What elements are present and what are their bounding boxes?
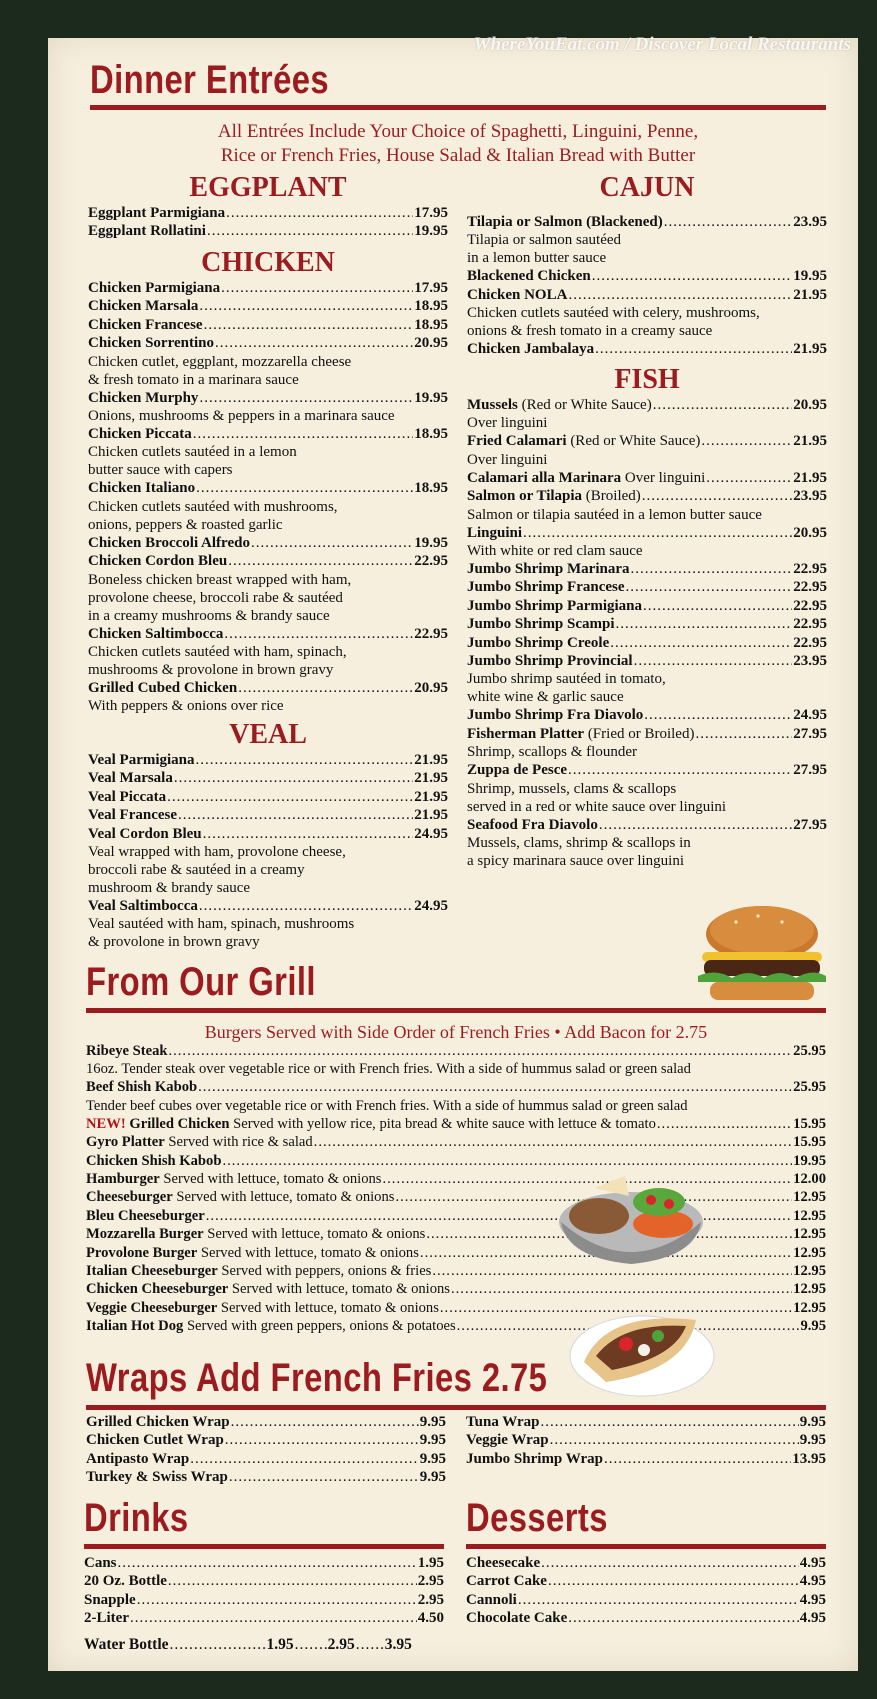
- item-name: Chicken Cordon Bleu: [88, 553, 228, 570]
- item-description: Chicken cutlets sautéed with ham, spinach,: [88, 644, 347, 661]
- item-price: 27.95: [793, 762, 827, 779]
- item-name: Cans: [84, 1555, 117, 1571]
- chicken-list: [88, 279, 448, 715]
- item-description: Over linguini: [467, 415, 548, 432]
- veal-heading: VEAL: [229, 719, 307, 750]
- item-name: Chicken Shish Kabob: [86, 1152, 222, 1169]
- item-note: (Red or White Sauce): [517, 397, 652, 413]
- menu-item-cheesecake: [466, 1554, 826, 1572]
- item-price: 20.95: [793, 397, 827, 413]
- item-name: Antipasto Wrap: [86, 1450, 190, 1467]
- item-note: Served with lettuce, tomato & onions: [203, 1226, 426, 1243]
- menu-item-chicken-cheeseburger: [86, 1280, 826, 1298]
- item-name: Chicken Murphy: [88, 389, 199, 406]
- menu-item-chicken-sorrentino: [88, 334, 448, 352]
- item-price: 27.95: [793, 816, 827, 833]
- item-price: 20.95: [793, 524, 827, 541]
- item-price: 22.95: [793, 597, 827, 614]
- menu-item-grilled-cubed-chicken: [88, 679, 448, 697]
- item-price: 13.95: [792, 1450, 826, 1467]
- item-description: served in a red or white sauce over linguini: [467, 798, 727, 815]
- entrees-note-line1: All Entrées Include Your Choice of Spaghetti, Linguini, Penne,: [217, 121, 699, 142]
- menu-item-chicken-saltimbocca: [88, 625, 448, 643]
- item-name: Jumbo Shrimp Marinara: [467, 561, 630, 578]
- item-price: 22.95: [414, 625, 448, 642]
- item-price: 18.95: [414, 316, 448, 333]
- item-price: 19.95: [414, 223, 448, 240]
- item-name: Turkey & Swiss Wrap: [86, 1469, 228, 1486]
- item-price: 22.95: [793, 634, 827, 651]
- menu-item-blackened-chicken: [467, 267, 827, 285]
- item-note: Served with lettuce, tomato & onions: [217, 1299, 439, 1316]
- item-name: Chicken Piccata: [88, 426, 192, 443]
- menu-item-eggplant-parmigiana: [88, 204, 448, 222]
- item-name: Italian Hot Dog: [86, 1318, 184, 1335]
- water-bottle-row: [84, 1636, 444, 1654]
- item-note: Served with lettuce, tomato & onions: [228, 1281, 450, 1298]
- menu-item-mussels: [467, 396, 827, 414]
- desserts-list: [466, 1554, 826, 1628]
- item-price: 18.95: [414, 426, 448, 443]
- grill-title: From Our Grill: [86, 960, 316, 1004]
- menu-item-jumbo-shrimp-francese: [467, 578, 827, 596]
- item-description: Chicken cutlet, eggplant, mozzarella cheese: [88, 353, 352, 370]
- item-price: 2.95: [417, 1591, 444, 1608]
- menu-item-veal-cordon-bleu: [88, 825, 448, 843]
- item-name: Cheesecake: [466, 1555, 541, 1571]
- item-description: & provolone in brown gravy: [88, 934, 260, 951]
- item-price: 4.50: [417, 1610, 444, 1627]
- item-description: Chicken cutlets sautéed with mushrooms,: [88, 498, 338, 515]
- item-price: 4.95: [799, 1555, 826, 1571]
- item-price: 22.95: [414, 553, 448, 570]
- item-name: Beef Shish Kabob: [86, 1079, 198, 1096]
- item-name: Bleu Cheeseburger: [86, 1207, 205, 1224]
- item-note: Served with rice & salad: [164, 1134, 313, 1151]
- item-name: Chicken Parmigiana: [88, 280, 221, 296]
- water-bottle-price-1: 1.95: [266, 1636, 294, 1653]
- item-name: 20 Oz. Bottle: [84, 1573, 167, 1590]
- menu-item-eggplant-rollatini: [88, 222, 448, 240]
- item-note: Over linguini: [621, 469, 706, 486]
- item-price: 9.95: [419, 1414, 446, 1430]
- menu-item-snapple: [84, 1591, 444, 1609]
- menu-item-tilapia-or-salmon-blackened: [467, 213, 827, 231]
- menu-item-provolone-burger: [86, 1244, 826, 1262]
- item-note: Served with lettuce, tomato & onions: [172, 1189, 395, 1206]
- item-name: Eggplant Rollatini: [88, 223, 206, 240]
- menu-item-chocolate-cake: [466, 1609, 826, 1627]
- item-price: 4.95: [799, 1591, 826, 1608]
- item-name: Italian Cheeseburger: [86, 1263, 218, 1280]
- item-name: Linguini: [467, 524, 523, 541]
- grill-note: Burgers Served with Side Order of French Fries • Add Bacon for 2.75: [204, 1022, 708, 1042]
- menu-item-salmon-or-tilapia: [467, 487, 827, 505]
- item-description: onions & fresh tomato in a creamy sauce: [467, 323, 713, 340]
- item-name: Veal Saltimbocca: [88, 898, 198, 915]
- menu-item-cans: [84, 1554, 444, 1572]
- menu-item-2-liter: [84, 1609, 444, 1627]
- water-bottle-name: Water Bottle: [84, 1636, 169, 1653]
- item-price: 25.95: [793, 1043, 826, 1059]
- item-price: 9.95: [419, 1469, 446, 1486]
- menu-item-tuna-wrap: [466, 1413, 826, 1431]
- item-price: 19.95: [414, 389, 448, 406]
- item-price: 18.95: [414, 298, 448, 315]
- item-description: With white or red clam sauce: [467, 543, 643, 560]
- item-price: 15.95: [793, 1134, 826, 1151]
- item-price: 23.95: [793, 488, 827, 505]
- veal-list: [88, 751, 448, 951]
- item-description: Onions, mushrooms & peppers in a marinara sauce: [88, 408, 395, 425]
- item-name: Tilapia or Salmon (Blackened): [467, 214, 663, 230]
- item-description: in a creamy mushrooms & brandy sauce: [88, 607, 330, 624]
- item-price: 21.95: [414, 807, 448, 824]
- item-description: Veal sautéed with ham, spinach, mushrooms: [88, 916, 355, 933]
- item-name: Chicken Francese: [88, 316, 203, 333]
- menu-item-italian-cheeseburger: [86, 1262, 826, 1280]
- menu-item-veal-marsala: [88, 769, 448, 787]
- item-name: Jumbo Shrimp Creole: [467, 634, 610, 651]
- item-name: Zuppa de Pesce: [467, 762, 568, 779]
- item-description: Veal wrapped with ham, provolone cheese,: [88, 844, 346, 861]
- item-price: 12.95: [793, 1244, 826, 1261]
- menu-item-grilled-chicken-wrap: [86, 1413, 446, 1431]
- item-description: Mussels, clams, shrimp & scallops in: [467, 835, 691, 852]
- item-name: Veal Francese: [88, 807, 178, 824]
- item-price: 12.95: [793, 1281, 826, 1298]
- item-name: Chicken NOLA: [467, 286, 568, 303]
- wraps-rule: [86, 1405, 826, 1410]
- item-note: Served with green peppers, onions & potatoes: [183, 1318, 456, 1335]
- menu-item-chicken-nola: [467, 286, 827, 304]
- burger-image: [696, 904, 828, 1008]
- item-name: Veggie Cheeseburger: [86, 1299, 218, 1316]
- item-name: 2-Liter: [84, 1610, 129, 1627]
- item-note: (Red or White Sauce): [566, 433, 701, 450]
- item-name: Veal Cordon Bleu: [88, 825, 202, 842]
- watermark: WhereYouEat.com / Discover Local Restaurants: [473, 34, 851, 55]
- menu-item-jumbo-shrimp-parmigiana: [467, 597, 827, 615]
- item-description: 16oz. Tender steak over vegetable rice or with French fries. With a side of hummus salad or green salad: [86, 1061, 691, 1078]
- menu-item-zuppa-de-pesce: [467, 761, 827, 779]
- menu-item-veal-parmigiana: [88, 751, 448, 769]
- menu-item-ribeye-steak: [86, 1042, 826, 1060]
- item-price: 21.95: [793, 286, 827, 303]
- entrees-note: [90, 120, 826, 168]
- menu-item-jumbo-shrimp-marinara: [467, 560, 827, 578]
- gyro-bowl-image: [555, 1172, 707, 1270]
- menu-item-beef-shish-kabob: [86, 1078, 826, 1096]
- cajun-list: [467, 213, 827, 359]
- item-price: 9.95: [800, 1318, 826, 1335]
- item-price: 24.95: [414, 825, 448, 842]
- menu-item-hamburger: [86, 1170, 826, 1188]
- item-price: 12.00: [793, 1171, 826, 1188]
- item-description: butter sauce with capers: [88, 462, 233, 479]
- item-price: 12.95: [793, 1226, 826, 1243]
- eggplant-list: [88, 204, 448, 241]
- item-name: Hamburger: [86, 1171, 160, 1188]
- drinks-title: Drinks: [84, 1496, 189, 1540]
- item-name: Chicken Broccoli Alfredo: [88, 534, 250, 551]
- menu-item-chicken-parmigiana: [88, 279, 448, 297]
- new-badge: NEW!: [86, 1115, 126, 1132]
- item-price: 9.95: [419, 1432, 446, 1449]
- item-name: Grilled Chicken Wrap: [86, 1414, 230, 1430]
- menu-item-bleu-cheeseburger: [86, 1207, 826, 1225]
- item-price: 17.95: [414, 280, 448, 296]
- item-name: Fisherman Platter: [467, 725, 585, 742]
- item-description: mushrooms & provolone in brown gravy: [88, 662, 334, 679]
- item-name: Chicken Cutlet Wrap: [86, 1432, 224, 1449]
- menu-item-20-oz-bottle: [84, 1572, 444, 1590]
- item-note: Served with lettuce, tomato & onions: [197, 1244, 419, 1261]
- item-name: Fried Calamari: [467, 433, 567, 450]
- water-bottle-price-3: 3.95: [384, 1636, 412, 1653]
- item-price: 9.95: [799, 1432, 826, 1449]
- item-description: Chicken cutlets sautéed in a lemon: [88, 444, 297, 461]
- item-price: 2.95: [417, 1573, 444, 1590]
- item-name: Cannoli: [466, 1591, 517, 1608]
- item-price: 17.95: [414, 205, 448, 221]
- menu-item-gyro-platter: [86, 1133, 826, 1151]
- item-description: white wine & garlic sauce: [467, 689, 624, 706]
- item-name: Salmon or Tilapia: [467, 488, 583, 505]
- item-name: Chicken Marsala: [88, 298, 199, 315]
- item-description: Over linguini: [467, 451, 548, 468]
- item-price: 23.95: [793, 214, 827, 230]
- menu-item-cheeseburger: [86, 1188, 826, 1206]
- fish-list: [467, 396, 827, 870]
- menu-item-veal-saltimbocca: [88, 897, 448, 915]
- entrees-note-line2: Rice or French Fries, House Salad & Italian Bread with Butter: [220, 145, 696, 166]
- menu-item-fried-calamari: [467, 432, 827, 450]
- fish-heading: FISH: [614, 364, 680, 395]
- wraps-left-list: [86, 1413, 446, 1487]
- item-price: 27.95: [793, 725, 827, 742]
- item-description: Salmon or tilapia sautéed in a lemon butter sauce: [467, 506, 762, 523]
- item-description: Shrimp, scallops & flounder: [467, 744, 637, 761]
- item-description: broccoli rabe & sautéed in a creamy: [88, 862, 305, 879]
- item-description: Shrimp, mussels, clams & scallops: [467, 780, 677, 797]
- menu-item-jumbo-shrimp-scampi: [467, 615, 827, 633]
- item-name: Jumbo Shrimp Fra Diavolo: [467, 707, 644, 724]
- item-name: Snapple: [84, 1591, 136, 1608]
- item-price: 23.95: [793, 653, 827, 670]
- item-name: Tuna Wrap: [466, 1414, 540, 1430]
- desserts-title: Desserts: [466, 1496, 608, 1540]
- item-price: 21.95: [793, 433, 827, 450]
- item-description: Boneless chicken breast wrapped with ham,: [88, 571, 352, 588]
- menu-item-chicken-cutlet-wrap: [86, 1431, 446, 1449]
- menu-item-chicken-cordon-bleu: [88, 552, 448, 570]
- item-name: Eggplant Parmigiana: [88, 205, 226, 221]
- item-name: Mussels: [467, 397, 518, 413]
- menu-item-chicken-italiano: [88, 479, 448, 497]
- entrees-rule: [90, 105, 826, 110]
- item-description: in a lemon butter sauce: [467, 250, 607, 267]
- menu-item-jumbo-shrimp-wrap: [466, 1450, 826, 1468]
- item-name: Veggie Wrap: [466, 1432, 549, 1449]
- item-name: Jumbo Shrimp Wrap: [466, 1450, 603, 1467]
- dinner-entrees-title: Dinner Entrées: [90, 58, 330, 102]
- item-price: 20.95: [414, 335, 448, 352]
- item-name: Veal Marsala: [88, 770, 173, 787]
- menu-item-carrot-cake: [466, 1572, 826, 1590]
- item-price: 4.95: [799, 1573, 826, 1590]
- menu-item-chicken-piccata: [88, 425, 448, 443]
- item-name: Cheeseburger: [86, 1189, 173, 1206]
- item-price: 21.95: [793, 341, 827, 358]
- menu-item-veal-piccata: [88, 788, 448, 806]
- water-bottle-price-2: 2.95: [327, 1636, 355, 1653]
- menu-item-veal-francese: [88, 806, 448, 824]
- wraps-title: Wraps Add French Fries 2.75: [86, 1356, 548, 1400]
- item-price: 24.95: [414, 898, 448, 915]
- menu-item-veggie-wrap: [466, 1431, 826, 1449]
- item-name: Grilled Cubed Chicken: [88, 680, 238, 697]
- menu-item-mozzarella-burger: [86, 1225, 826, 1243]
- item-note: (Fried or Broiled): [584, 725, 695, 742]
- item-name: Chicken Italiano: [88, 480, 196, 497]
- item-description: Chicken cutlets sautéed with celery, mushrooms,: [467, 305, 760, 322]
- menu-item-chicken-jambalaya: [467, 340, 827, 358]
- item-price: 21.95: [793, 469, 827, 486]
- item-description: Tilapia or salmon sautéed: [467, 232, 622, 249]
- item-price: 22.95: [793, 616, 827, 633]
- item-name: Carrot Cake: [466, 1573, 547, 1590]
- item-price: 15.95: [793, 1115, 826, 1132]
- drinks-rule: [84, 1544, 444, 1549]
- item-price: 12.95: [793, 1189, 826, 1206]
- item-name: Gyro Platter: [86, 1134, 165, 1151]
- item-name: Provolone Burger: [86, 1244, 198, 1261]
- item-name: Jumbo Shrimp Parmigiana: [467, 597, 643, 614]
- item-note: Served with peppers, onions & fries: [217, 1263, 432, 1280]
- item-name: Jumbo Shrimp Francese: [467, 579, 625, 596]
- item-price: 9.95: [419, 1450, 446, 1467]
- item-name: Seafood Fra Diavolo: [467, 816, 598, 833]
- item-price: 24.95: [793, 707, 827, 724]
- menu-item-seafood-fra-diavolo: [467, 816, 827, 834]
- menu-item-chicken-murphy: [88, 389, 448, 407]
- menu-item-calamari-alla-marinara: [467, 469, 827, 487]
- item-name: Calamari alla Marinara: [467, 469, 622, 486]
- item-description: Tender beef cubes over vegetable rice or with French fries. With a side of hummus salad or green salad: [86, 1097, 688, 1114]
- item-price: 20.95: [414, 680, 448, 697]
- item-name: Chicken Sorrentino: [88, 335, 214, 352]
- item-note: (Broiled): [582, 488, 641, 505]
- item-name: Veal Piccata: [88, 788, 167, 805]
- eggplant-heading: EGGPLANT: [189, 172, 347, 203]
- menu-item-fisherman-platter: [467, 725, 827, 743]
- item-name: Mozzarella Burger: [86, 1226, 204, 1243]
- item-description: onions, peppers & roasted garlic: [88, 516, 283, 533]
- item-description: & fresh tomato in a marinara sauce: [88, 371, 299, 388]
- item-price: 1.95: [417, 1555, 444, 1571]
- menu-item-turkey-swiss-wrap: [86, 1468, 446, 1486]
- item-price: 12.95: [793, 1207, 826, 1224]
- item-name: Jumbo Shrimp Scampi: [467, 616, 615, 633]
- item-name: Chicken Saltimbocca: [88, 625, 224, 642]
- item-price: 21.95: [414, 788, 448, 805]
- item-name: Chicken Cheeseburger: [86, 1281, 229, 1298]
- menu-item-jumbo-shrimp-provincial: [467, 652, 827, 670]
- menu-item-chicken-marsala: [88, 297, 448, 315]
- item-price: 21.95: [414, 770, 448, 787]
- item-description: Jumbo shrimp sautéed in tomato,: [467, 671, 666, 688]
- gyro-wrap-image: [566, 1300, 716, 1400]
- menu-item-cannoli: [466, 1591, 826, 1609]
- grill-rule: [86, 1008, 826, 1013]
- item-price: 25.95: [793, 1079, 826, 1096]
- item-description: a spicy marinara sauce over linguini: [467, 853, 685, 870]
- item-price: 21.95: [414, 752, 448, 768]
- menu-item-chicken-francese: [88, 316, 448, 334]
- item-description: provolone cheese, broccoli rabe & sautéed: [88, 589, 343, 606]
- menu-item-linguini: [467, 524, 827, 542]
- item-note: Served with lettuce, tomato & onions: [159, 1171, 382, 1188]
- menu-item-chicken-shish-kabob: [86, 1152, 826, 1170]
- item-name: Chocolate Cake: [466, 1610, 568, 1627]
- item-name: Blackened Chicken: [467, 268, 591, 285]
- item-price: 19.95: [793, 268, 827, 285]
- item-price: 12.95: [793, 1263, 826, 1280]
- item-price: 19.95: [414, 534, 448, 551]
- item-price: 22.95: [793, 579, 827, 596]
- item-note: Served with yellow rice, pita bread & white sauce with lettuce & tomato: [229, 1115, 656, 1132]
- item-name: Chicken Jambalaya: [467, 341, 595, 358]
- item-price: 12.95: [793, 1299, 826, 1316]
- item-price: 9.95: [799, 1414, 826, 1430]
- item-name: Ribeye Steak: [86, 1043, 168, 1059]
- item-name: Grilled Chicken: [129, 1115, 230, 1132]
- grill-list: [86, 1042, 826, 1336]
- menu-item-jumbo-shrimp-fra-diavolo: [467, 706, 827, 724]
- menu-item-jumbo-shrimp-creole: [467, 634, 827, 652]
- menu-item-grilled-chicken: [86, 1115, 826, 1133]
- menu-item-antipasto-wrap: [86, 1450, 446, 1468]
- item-name: Jumbo Shrimp Provincial: [467, 653, 633, 670]
- item-price: 22.95: [793, 561, 827, 578]
- item-price: 4.95: [799, 1610, 826, 1627]
- wraps-right-list: [466, 1413, 826, 1468]
- item-price: 18.95: [414, 480, 448, 497]
- drinks-list: [84, 1554, 444, 1628]
- menu-item-chicken-broccoli-alfredo: [88, 534, 448, 552]
- item-description: With peppers & onions over rice: [88, 698, 284, 715]
- chicken-heading: CHICKEN: [201, 247, 335, 278]
- item-price: 19.95: [793, 1152, 826, 1169]
- item-description: mushroom & brandy sauce: [88, 880, 251, 897]
- desserts-rule: [466, 1544, 826, 1549]
- cajun-heading: CAJUN: [599, 172, 695, 203]
- item-name: Veal Parmigiana: [88, 752, 195, 768]
